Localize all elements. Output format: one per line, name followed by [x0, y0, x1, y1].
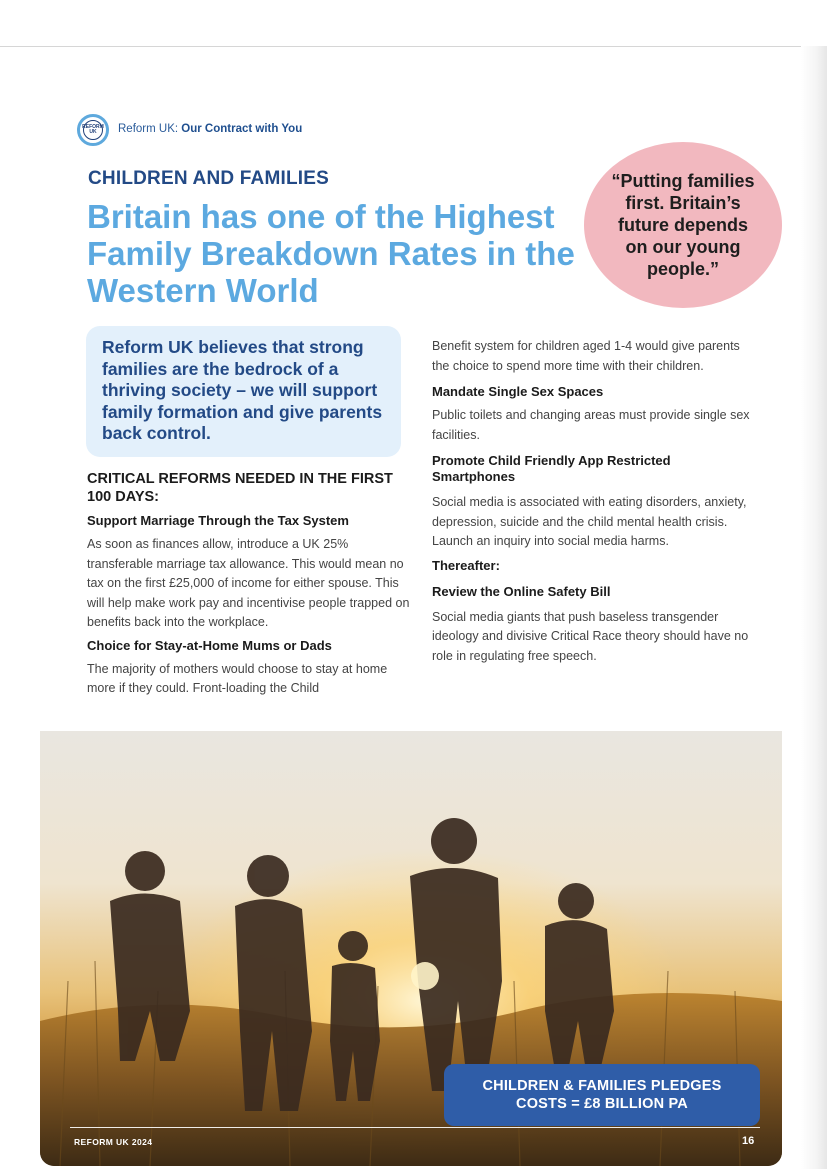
footer-label: REFORM UK 2024 — [74, 1137, 153, 1147]
brand-line — [118, 123, 302, 135]
item-heading-online-safety: Review the Online Safety Bill — [432, 583, 611, 599]
item-heading-single-sex: Mandate Single Sex Spaces — [432, 384, 604, 399]
continuation-text: Benefit system for children aged 1-4 would give parents the choice to spend more time with their children. — [432, 339, 740, 373]
item-text-marriage-tax: As soon as finances allow, introduce a UK 25% transferable marriage tax allowance. This would mean no tax on the first £25,000 of income for either spouse. This will help make work pay and incentivise people trapped on benefits back into the workplace. — [87, 537, 410, 629]
pledge-line-2: COSTS = £8 BILLION PA — [516, 1096, 688, 1112]
item-heading-marriage-tax: Support Marriage Through the Tax System — [87, 513, 349, 528]
right-column — [432, 337, 752, 671]
scan-edge-right — [801, 46, 827, 1169]
scan-edge-top — [0, 46, 827, 47]
item-text-online-safety: Social media giants that push baseless transgender ideology and divisive Critical Race theory should have no role in regulating free speech. — [432, 609, 749, 663]
item-heading-stay-at-home: Choice for Stay-at-Home Mums or Dads — [87, 637, 332, 653]
highlight-text: Reform UK believes that strong families are the bedrock of a thriving society – we will support family formation and give parents back control. — [102, 337, 383, 443]
left-column — [87, 470, 417, 704]
page-number: 16 — [742, 1135, 755, 1147]
item-text-smartphones: Social media is associated with eating disorders, anxiety, depression, suicide and the child mental health crisis. Launch an inquiry into social media harms. — [432, 495, 747, 548]
quote-circle — [584, 142, 782, 308]
page-headline: Britain has one of the Highest Family Breakdown Rates in the Western World — [87, 198, 575, 309]
logo-text: REFORM UK — [83, 120, 103, 140]
highlight-box — [86, 326, 401, 457]
section-kicker: CHILDREN AND FAMILIES — [88, 168, 329, 189]
thereafter-heading: Thereafter: — [432, 557, 500, 573]
item-text-stay-at-home: The majority of mothers would choose to stay at home more if they could. Front-loading the Child — [87, 661, 388, 695]
reform-uk-logo — [77, 114, 109, 146]
reforms-heading: CRITICAL REFORMS NEEDED IN THE FIRST 100 DAYS: — [87, 471, 393, 505]
brand-prefix: Reform UK: — [118, 123, 182, 135]
pledge-cost-box — [444, 1064, 760, 1126]
item-text-single-sex: Public toilets and changing areas must provide single sex facilities. — [432, 408, 750, 442]
item-heading-smartphones: Promote Child Friendly App Restricted Smartphones — [432, 453, 671, 484]
pull-quote: “Putting families first. Britain’s future depends on our young people.” — [611, 171, 755, 279]
brand-title: Our Contract with You — [181, 123, 303, 135]
footer-divider — [70, 1127, 760, 1128]
pledge-line-1: CHILDREN & FAMILIES PLEDGES — [482, 1078, 722, 1094]
